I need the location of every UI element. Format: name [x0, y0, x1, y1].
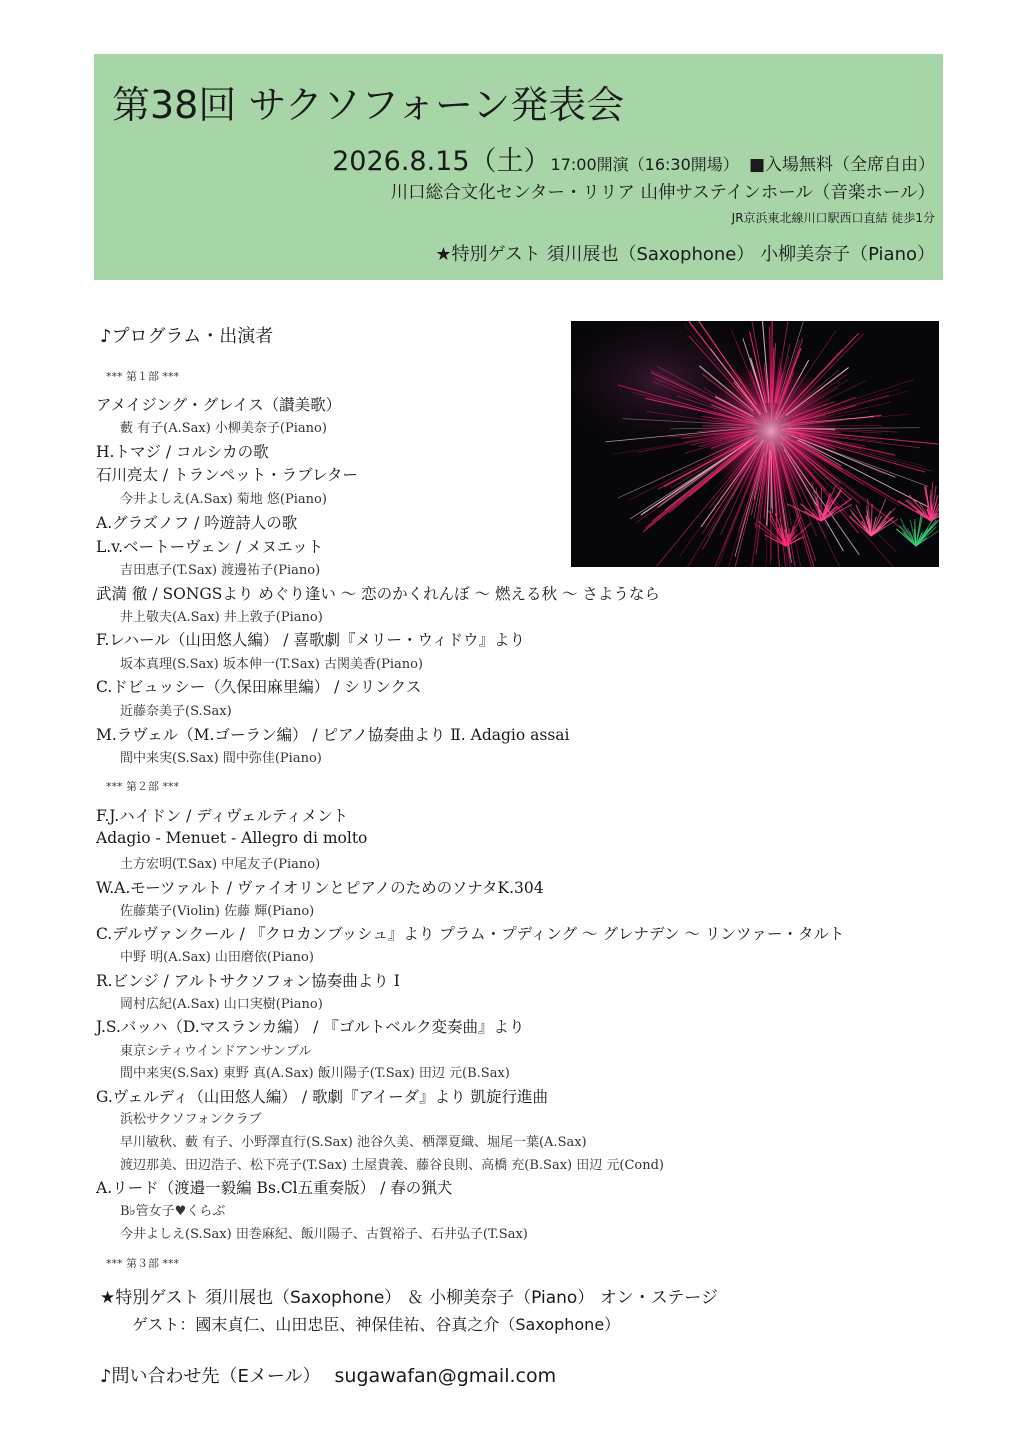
part1-label: *** 第１部 *** — [106, 370, 179, 383]
program-ensemble: 東京シティウインドアンサンブル — [120, 1044, 312, 1059]
program-performers: 岡村広紀(A.Sax) 山口実樹(Piano) — [120, 997, 323, 1012]
program-ensemble: B♭管女子♥くらぶ — [120, 1204, 226, 1219]
part3-label: *** 第３部 *** — [106, 1257, 179, 1270]
access-info: JR京浜東北線川口駅西口直結 徒歩1分 — [731, 211, 935, 225]
program-heading: ♪プログラム・出演者 — [100, 326, 274, 347]
event-date: 2026.8.15（土） — [332, 146, 551, 177]
event-time: 17:00開演（16:30開場） — [550, 155, 739, 174]
program-performers: 今井よしえ(S.Sax) 田巻麻紀、飯川陽子、古賀裕子、石井弘子(T.Sax) — [120, 1227, 528, 1242]
program-performers: 近藤奈美子(S.Sax) — [120, 704, 232, 719]
special-guest-line: ★特別ゲスト 須川展也（Saxophone） 小柳美奈子（Piano） — [435, 244, 935, 265]
contact-email[interactable]: sugawafan@gmail.com — [334, 1365, 557, 1387]
part2-label: *** 第２部 *** — [106, 780, 179, 793]
program-performers: 今井よしえ(A.Sax) 菊地 悠(Piano) — [120, 492, 327, 507]
program-performers: 井上敬夫(A.Sax) 井上敦子(Piano) — [120, 610, 323, 625]
date-time-line — [332, 139, 935, 178]
program-performers: 中野 明(A.Sax) 山田磨依(Piano) — [120, 950, 314, 965]
program-work: C.デルヴァンクール / 『クロカンブッシュ』より プラム・プディング ～ グレナデン ～ リンツァー・タルト — [96, 925, 845, 943]
program-work: M.ラヴェル（M.ゴーラン編） / ピアノ協奏曲より Ⅱ. Adagio assai — [96, 726, 570, 744]
venue: 川口総合文化センター・リリア 山伸サステインホール（音楽ホール） — [390, 183, 935, 203]
program-performers: 間中来実(S.Sax) 東野 真(A.Sax) 飯川陽子(T.Sax) 田辺 元(B.Sax) — [120, 1066, 510, 1081]
special-stage: ★特別ゲスト 須川展也（Saxophone） ＆ 小柳美奈子（Piano） オン・ステージ — [100, 1288, 719, 1308]
program-work: L.v.ベートーヴェン / メヌエット — [96, 538, 324, 556]
program-work: H.トマジ / コルシカの歌 — [96, 443, 269, 461]
program-performers: 渡辺那美、田辺浩子、松下亮子(T.Sax) 土屋貴義、藤谷良則、高橋 充(B.Sax) 田辺 元(Cond) — [120, 1158, 664, 1173]
program-performers: 土方宏明(T.Sax) 中尾友子(Piano) — [120, 857, 321, 872]
program-performers: 早川敏秋、藪 有子、小野澤直行(S.Sax) 池谷久美、栖澤夏織、堀尾一葉(A.Sax) — [120, 1135, 587, 1150]
admission-info: ■入場無料（全席自由） — [748, 155, 935, 175]
special-stage-guests: ゲスト：國末貞仁、山田忠臣、神保佳祐、谷真之介（Saxophone） — [132, 1315, 621, 1334]
program-work: W.A.モーツァルト / ヴァイオリンとピアノのためのソナタK.304 — [96, 879, 544, 897]
program-work: J.S.バッハ（D.マスランカ編） / 『ゴルトベルク変奏曲』より — [96, 1018, 525, 1036]
program-work: R.ビンジ / アルトサクソフォン協奏曲より Ⅰ — [96, 972, 400, 990]
header-banner — [94, 54, 943, 280]
program-performers: 坂本真理(S.Sax) 坂本伸一(T.Sax) 古関美香(Piano) — [120, 657, 423, 672]
program-work: アメイジング・グレイス（讃美歌） — [96, 396, 342, 414]
program-work: 武満 徹 / SONGSより めぐり逢い ～ 恋のかくれんぼ ～ 燃える秋 ～ さようなら — [96, 585, 660, 603]
program-work: F.J.ハイドン / ディヴェルティメント — [96, 807, 349, 825]
program-work: C.ドビュッシー（久保田麻里編） / シリンクス — [96, 678, 422, 696]
program-work: A.グラズノフ / 吟遊詩人の歌 — [96, 514, 298, 532]
program-performers: 吉田恵子(T.Sax) 渡邊祐子(Piano) — [120, 563, 321, 578]
contact-label: ♪問い合わせ先（Eメール） — [100, 1366, 321, 1387]
program-performers: 間中来実(S.Sax) 間中弥佳(Piano) — [120, 751, 322, 766]
program-work: 石川亮太 / トランペット・ラブレター — [96, 466, 358, 484]
program-work: F.レハール（山田悠人編） / 喜歌劇『メリー・ウィドウ』より — [96, 631, 526, 649]
program-performers: 藪 有子(A.Sax) 小柳美奈子(Piano) — [120, 421, 327, 436]
program-work: Adagio - Menuet - Allegro di molto — [96, 829, 368, 847]
fireworks-photo — [571, 321, 939, 567]
page-title: 第38回 サクソフォーン発表会 — [112, 83, 625, 127]
program-performers: 佐藤葉子(Violin) 佐藤 輝(Piano) — [120, 904, 315, 919]
program-work: A.リード（渡邉一毅編 Bs.Cl五重奏版） / 春の猟犬 — [96, 1179, 453, 1197]
program-work: G.ヴェルディ（山田悠人編） / 歌劇『アイーダ』より 凱旋行進曲 — [96, 1088, 549, 1106]
contact-line — [100, 1362, 556, 1388]
program-ensemble: 浜松サクソフォンクラブ — [120, 1112, 262, 1127]
